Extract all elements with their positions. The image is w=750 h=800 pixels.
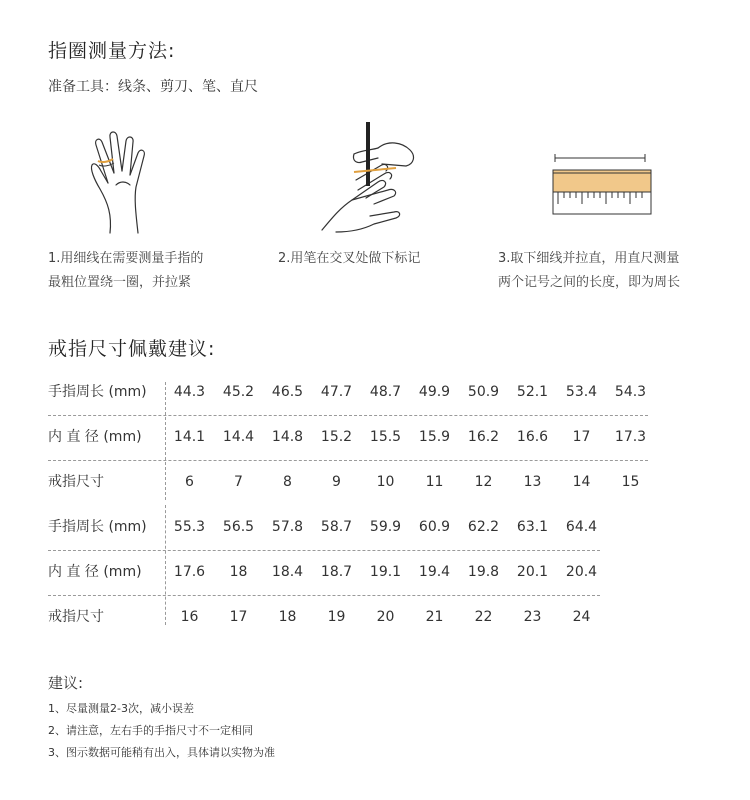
table-cell: 21 <box>425 609 444 625</box>
tip-item: 1、尽量测量2-3次，减小误差 <box>48 702 194 715</box>
table-cell: 15.2 <box>320 429 353 445</box>
table-cell: 19.8 <box>467 564 500 580</box>
table-cell: 62.2 <box>467 519 500 535</box>
table-cell: 16 <box>180 609 199 625</box>
table-cell: 45.2 <box>222 384 255 400</box>
table-cell: 54.3 <box>614 384 647 400</box>
tips-list <box>48 698 275 764</box>
table-cell: 15.9 <box>418 429 451 445</box>
table-cell: 20.4 <box>565 564 598 580</box>
step-3-caption <box>498 247 680 295</box>
table-cell: 12 <box>474 474 493 490</box>
table-cell: 64.4 <box>565 519 598 535</box>
step-3-line-1: 3.取下细线并拉直，用直尺测量 <box>498 251 680 266</box>
ruler-icon <box>550 150 655 218</box>
table-cell: 63.1 <box>516 519 549 535</box>
table-cell: 17 <box>229 609 248 625</box>
table-cell: 23 <box>523 609 542 625</box>
table-cell: 15 <box>621 474 640 490</box>
step-1-line-1: 1.用细线在需要测量手指的 <box>48 251 204 266</box>
step-2-line-1: 2.用笔在交叉处做下标记 <box>278 251 421 266</box>
table-cell: 48.7 <box>369 384 402 400</box>
tools-text: 准备工具：线条、剪刀、笔、直尺 <box>48 79 258 95</box>
table-cell: 57.8 <box>271 519 304 535</box>
table-cell: 11 <box>425 474 444 490</box>
table-cell: 9 <box>332 474 341 490</box>
row-label: 内 直 径 (mm) <box>48 429 142 445</box>
table-cell: 14 <box>572 474 591 490</box>
table-cell: 47.7 <box>320 384 353 400</box>
table-cell: 44.3 <box>173 384 206 400</box>
table-cell: 55.3 <box>173 519 206 535</box>
step-2-caption <box>278 247 420 271</box>
table-cell: 17 <box>572 429 591 445</box>
table-cell: 60.9 <box>418 519 451 535</box>
table-cell: 17.6 <box>173 564 206 580</box>
table-cell: 18.7 <box>320 564 353 580</box>
step-3-line-2: 两个记号之间的长度，即为周长 <box>498 275 681 290</box>
table-cell: 58.7 <box>320 519 353 535</box>
table-cell: 10 <box>376 474 395 490</box>
table-cell: 50.9 <box>467 384 500 400</box>
hand-pen-icon <box>318 120 423 235</box>
table-cell: 18 <box>229 564 248 580</box>
table-cell: 17.3 <box>614 429 647 445</box>
table-cell: 18 <box>278 609 297 625</box>
size-suggestion-title: 戒指尺寸佩戴建议: <box>48 338 216 360</box>
step-1-line-2: 最粗位置绕一圈，并拉紧 <box>48 275 192 290</box>
row-label: 戒指尺寸 <box>48 609 104 625</box>
step-1-caption <box>48 247 203 295</box>
row-label: 戒指尺寸 <box>48 474 104 490</box>
table-cell: 14.1 <box>173 429 206 445</box>
table-cell: 22 <box>474 609 493 625</box>
table-cell: 15.5 <box>369 429 402 445</box>
table-cell: 19 <box>327 609 346 625</box>
table-cell: 53.4 <box>565 384 598 400</box>
size-table-2 <box>48 505 658 640</box>
table-cell: 49.9 <box>418 384 451 400</box>
table-cell: 52.1 <box>516 384 549 400</box>
table-cell: 16.2 <box>467 429 500 445</box>
measure-method-title: 指圈测量方法: <box>48 40 176 62</box>
tips-title: 建议: <box>48 674 84 692</box>
table-cell: 20.1 <box>516 564 549 580</box>
table-cell: 46.5 <box>271 384 304 400</box>
table-cell: 24 <box>572 609 591 625</box>
table-cell: 14.8 <box>271 429 304 445</box>
row-label: 手指周长 (mm) <box>48 519 147 535</box>
table-cell: 56.5 <box>222 519 255 535</box>
tip-item: 3、图示数据可能稍有出入，具体请以实物为准 <box>48 746 275 759</box>
row-label: 内 直 径 (mm) <box>48 564 142 580</box>
size-table-1 <box>48 370 658 505</box>
table-cell: 20 <box>376 609 395 625</box>
table-cell: 7 <box>234 474 243 490</box>
table-cell: 13 <box>523 474 542 490</box>
table-cell: 14.4 <box>222 429 255 445</box>
table-cell: 8 <box>283 474 292 490</box>
hand-wrap-icon <box>80 125 170 235</box>
table-cell: 18.4 <box>271 564 304 580</box>
table-cell: 19.4 <box>418 564 451 580</box>
row-label: 手指周长 (mm) <box>48 384 147 400</box>
table-cell: 16.6 <box>516 429 549 445</box>
table-cell: 19.1 <box>369 564 402 580</box>
tip-item: 2、请注意，左右手的手指尺寸不一定相同 <box>48 724 253 737</box>
table-cell: 6 <box>185 474 194 490</box>
table-cell: 59.9 <box>369 519 402 535</box>
